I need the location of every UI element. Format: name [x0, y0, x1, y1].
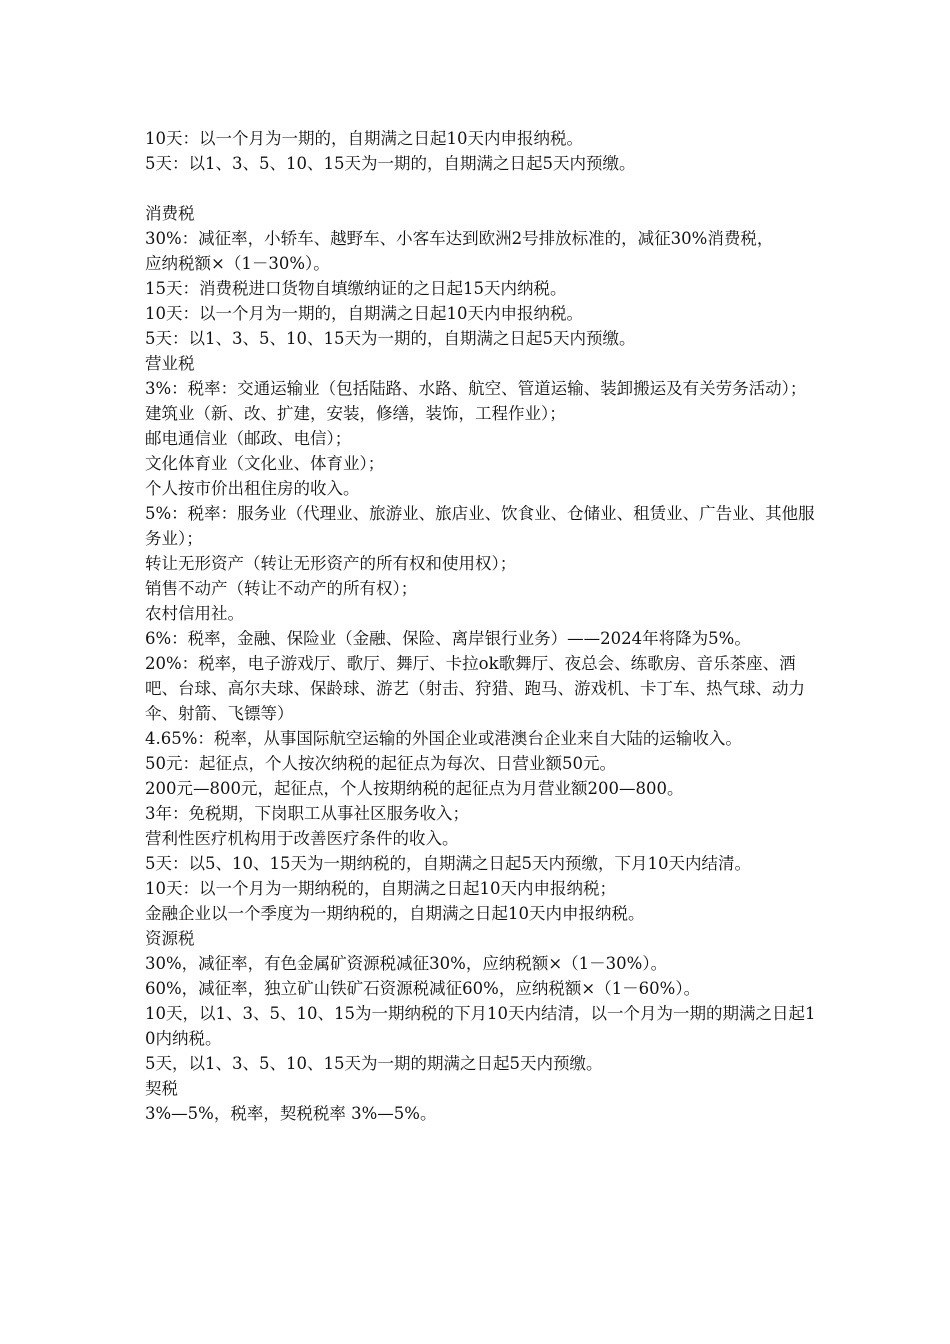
text-line: 5天，以1、3、5、10、15天为一期的期满之日起5天内预缴。 [145, 1054, 603, 1073]
text-line: 农村信用社。 [145, 604, 244, 623]
text-line: 营利性医疗机构用于改善医疗条件的收入。 [145, 829, 459, 848]
text-line: 文化体育业（文化业、体育业）； [145, 454, 385, 473]
text-line: 金融企业以一个季度为一期纳税的，自期满之日起10天内申报纳税。 [145, 904, 645, 923]
text-line: 3%—5%，税率，契税税率 3%—5%。 [145, 1104, 437, 1123]
text-line: 30%，减征率，有色金属矿资源税减征30%，应纳税额×（1－30%）。 [145, 954, 668, 973]
text-line: 3%：税率：交通运输业（包括陆路、水路、航空、管道运输、装卸搬运及有关劳务活动）； [145, 379, 807, 398]
text-line: 200元—800元，起征点，个人按期纳税的起征点为月营业额200—800。 [145, 779, 684, 798]
text-line: 建筑业（新、改、扩建，安装，修缮，装饰，工程作业）； [145, 404, 566, 423]
text-line: 10天，以1、3、5、10、15为一期纳税的下月10天内结清，以一个月为一期的期满之日起10内纳税。 [145, 1004, 816, 1048]
text-line: 10天：以一个月为一期的，自期满之日起10天内申报纳税。 [145, 304, 583, 323]
text-line: 50元：起征点，个人按次纳税的起征点为每次、日营业额50元。 [145, 754, 616, 773]
text-line: 5%：税率：服务业（代理业、旅游业、旅店业、饮食业、仓储业、租赁业、广告业、其他服务业）； [145, 504, 815, 548]
text-line: 10天：以一个月为一期的，自期满之日起10天内申报纳税。 [145, 129, 583, 148]
text-line: 3年：免税期，下岗职工从事社区服务收入； [145, 804, 469, 823]
text-line: 5天：以5、10、15天为一期纳税的，自期满之日起5天内预缴，下月10天内结清。 [145, 854, 751, 873]
text-line: 应纳税额×（1－30%）。 [145, 254, 330, 273]
text-line: 30%：减征率，小轿车、越野车、小客车达到欧洲2号排放标准的，减征30%消费税， [145, 229, 774, 248]
section-heading-consumption-tax: 消费税 [145, 204, 195, 223]
section-heading-business-tax: 营业税 [145, 354, 195, 373]
blank-line [145, 176, 825, 201]
document-body [145, 126, 825, 1126]
text-line: 6%：税率，金融、保险业（金融、保险、离岸银行业务）——2024年将降为5%。 [145, 629, 751, 648]
text-line: 转让无形资产（转让无形资产的所有权和使用权）； [145, 554, 517, 573]
text-line: 销售不动产（转让不动产的所有权）； [145, 579, 418, 598]
text-line: 60%，减征率，独立矿山铁矿石资源税减征60%，应纳税额×（1－60%）。 [145, 979, 701, 998]
text-line: 20%：税率，电子游戏厅、歌厅、舞厅、卡拉ok歌舞厅、夜总会、练歌房、音乐茶座、酒吧、台球、高尔夫球、保龄球、游艺（射击、狩猎、跑马、游戏机、卡丁车、热气球、动力伞、射箭、飞镖等） [145, 654, 805, 723]
text-line: 5天：以1、3、5、10、15天为一期的，自期满之日起5天内预缴。 [145, 329, 636, 348]
text-line: 5天：以1、3、5、10、15天为一期的，自期满之日起5天内预缴。 [145, 154, 636, 173]
section-heading-resource-tax: 资源税 [145, 929, 195, 948]
text-line: 10天：以一个月为一期纳税的，自期满之日起10天内申报纳税； [145, 879, 616, 898]
section-heading-deed-tax: 契税 [145, 1079, 178, 1098]
text-line: 个人按市价出租住房的收入。 [145, 479, 360, 498]
text-line: 4.65%：税率，从事国际航空运输的外国企业或港澳台企业来自大陆的运输收入。 [145, 729, 742, 748]
text-line: 邮电通信业（邮政、电信）； [145, 429, 352, 448]
text-line: 15天：消费税进口货物自填缴纳证的之日起15天内纳税。 [145, 279, 567, 298]
